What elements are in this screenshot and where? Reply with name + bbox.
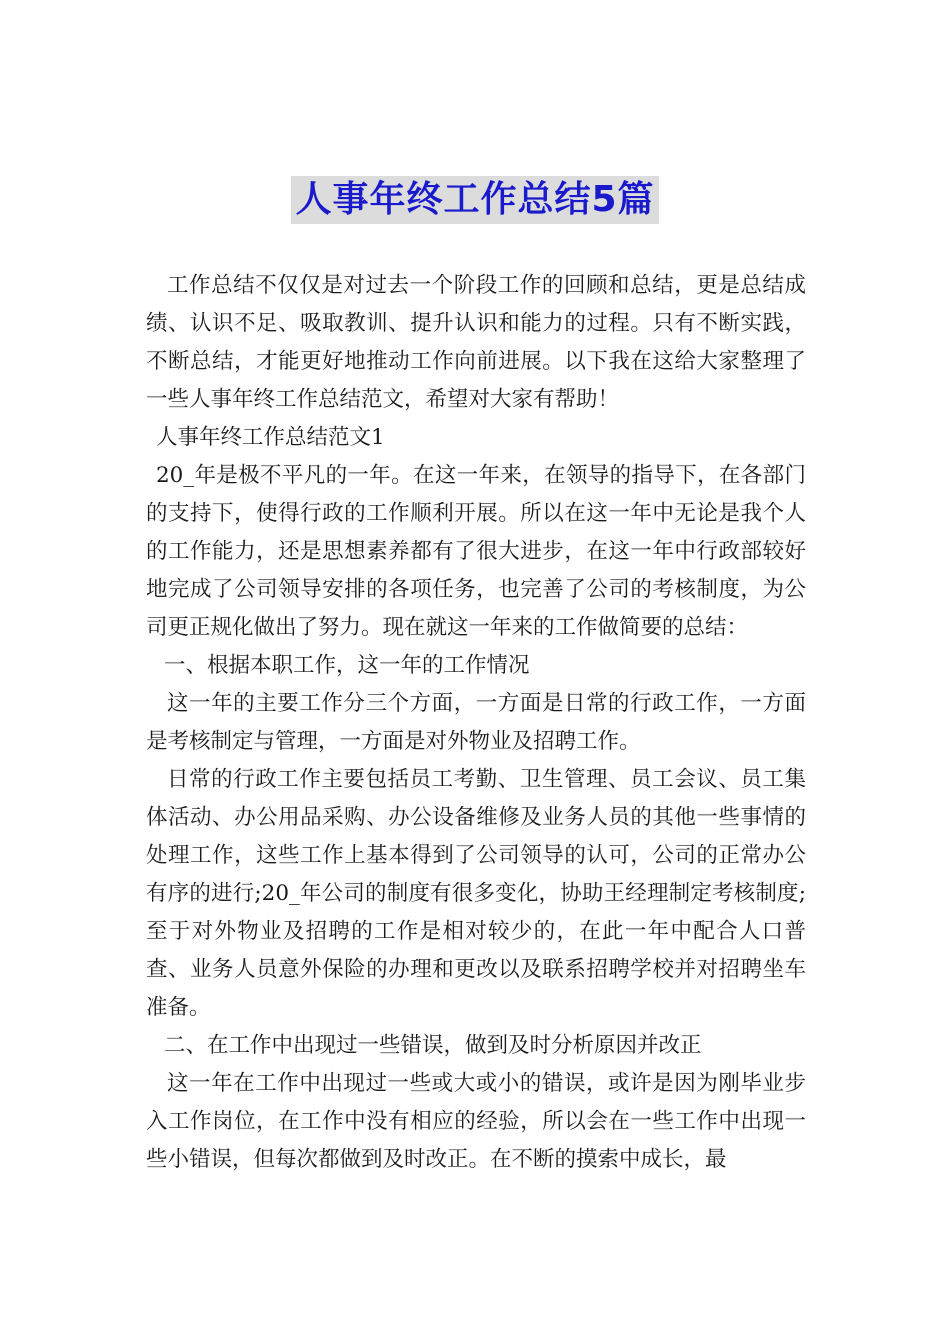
body-paragraph: 20_年是极不平凡的一年。在这一年来，在领导的指导下，在各部门的支持下，使得行政的工作顺利开展。所以在这一年中无论是我个人的工作能力，还是思想素养都有了很大进步，在这一年中行政部较好地完成了公司领导安排的各项任务，也完善了公司的考核制度，为公司更正规化做出了努力。现在就这一年来的工作做简要的总结： (146, 463, 806, 640)
document-body (146, 267, 806, 1179)
intro-paragraph: 工作总结不仅仅是对过去一个阶段工作的回顾和总结，更是总结成绩、认识不足、吸取教训、提升认识和能力的过程。只有不断实践，不断总结，才能更好地推动工作向前进展。以下我在这给大家整理了一些人事年终工作总结范文，希望对大家有帮助！ (146, 273, 806, 412)
body-paragraph: 这一年的主要工作分三个方面，一方面是日常的行政工作，一方面是考核制定与管理，一方面是对外物业及招聘工作。 (146, 691, 806, 754)
document-title: 人事年终工作总结5篇 (291, 176, 658, 224)
body-paragraph: 这一年在工作中出现过一些或大或小的错误，或许是因为刚毕业步入工作岗位，在工作中没有相应的经验，所以会在一些工作中出现一些小错误，但每次都做到及时改正。在不断的摸索中成长，最 (146, 1071, 806, 1172)
title-container (0, 176, 950, 224)
subheading: 一、根据本职工作，这一年的工作情况 (164, 653, 530, 678)
subheading: 二、在工作中出现过一些错误，做到及时分析原因并改正 (164, 1033, 702, 1058)
body-paragraph: 日常的行政工作主要包括员工考勤、卫生管理、员工会议、员工集体活动、办公用品采购、办公设备维修及业务人员的其他一些事情的处理工作，这些工作上基本得到了公司领导的认可，公司的正常办公有序的进行;20_年公司的制度有很多变化，协助王经理制定考核制度;至于对外物业及招聘的工作是相对较少的，在此一年中配合人口普查、业务人员意外保险的办理和更改以及联系招聘学校并对招聘坐车准备。 (146, 767, 806, 1020)
section-title: 人事年终工作总结范文1 (156, 425, 385, 450)
